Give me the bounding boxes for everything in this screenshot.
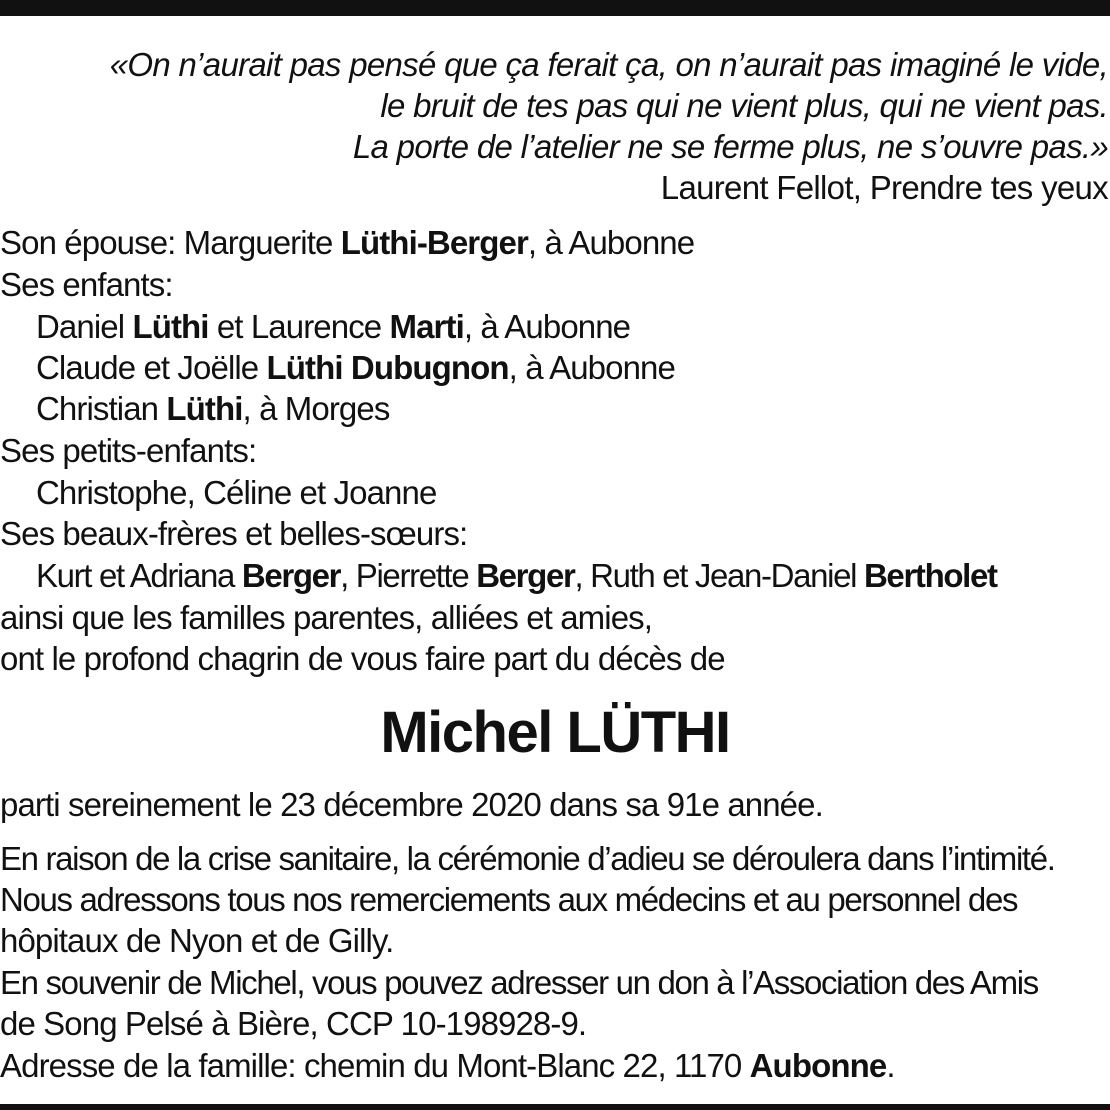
- bottom-rule: [0, 1104, 1110, 1110]
- address-end: .: [886, 1047, 895, 1084]
- inlaw-name: , Ruth et Jean-Daniel: [574, 557, 864, 594]
- donation-line: En souvenir de Michel, vous pouvez adresser un don à l’Association des Amis: [0, 964, 1038, 1001]
- thanks-line: Nous adressons tous nos remerciements aux médecins et au personnel des: [0, 881, 1018, 918]
- relatives-line: ainsi que les familles parentes, alliées et amies,: [0, 599, 653, 636]
- spouse-line: [0, 222, 694, 263]
- thanks-line: hôpitaux de Nyon et de Gilly.: [0, 922, 394, 959]
- ceremony-line: En raison de la crise sanitaire, la cérémonie d’adieu se déroulera dans l’intimité.: [0, 840, 1055, 877]
- children-heading: Ses enfants:: [0, 266, 173, 303]
- spouse-place: , à Aubonne: [527, 224, 695, 261]
- passing-line: parti sereinement le 23 décembre 2020 dans sa 91e année.: [0, 786, 823, 823]
- epigraph-quote: [110, 44, 1108, 208]
- address-city: Aubonne: [749, 1047, 887, 1084]
- child-place: , à Aubonne: [508, 349, 675, 386]
- announcement-line: ont le profond chagrin de vous faire part du décès de: [0, 640, 725, 677]
- quote-line: «On n’aurait pas pensé que ça ferait ça, on n’aurait pas imaginé le vide,: [109, 46, 1108, 83]
- inlaws-heading: Ses beaux-frères et belles-sœurs:: [0, 515, 468, 552]
- spouse-text: Son épouse: Marguerite: [0, 224, 341, 261]
- child-line: [36, 347, 675, 388]
- spouse-surname: Lüthi-Berger: [340, 224, 528, 261]
- quote-line: La porte de l’atelier ne se ferme plus, ne s’ouvre pas.»: [352, 128, 1108, 165]
- address-text: Adresse de la famille: chemin du Mont-Blanc 22, 1170: [0, 1047, 750, 1084]
- child-name: Daniel: [36, 308, 133, 345]
- family-address: [0, 1045, 895, 1086]
- child-name: Christian: [36, 390, 167, 427]
- child-text: et Laurence: [208, 308, 390, 345]
- top-rule: [0, 0, 1110, 16]
- grandchildren-line: Christophe, Céline et Joanne: [36, 474, 437, 511]
- inlaw-surname: Bertholet: [863, 557, 997, 594]
- inlaws-line: [36, 555, 997, 596]
- inlaw-surname: Berger: [476, 557, 575, 594]
- child-line: [36, 388, 389, 429]
- child-surname: Marti: [389, 308, 464, 345]
- child-place: , à Morges: [242, 390, 390, 427]
- deceased-name: Michel LÜTHI: [380, 700, 730, 765]
- quote-line: le bruit de tes pas qui ne vient plus, qui ne vient pas.: [380, 87, 1108, 124]
- inlaw-name: Kurt et Adriana: [36, 557, 242, 594]
- quote-attribution: Laurent Fellot, Prendre tes yeux: [660, 169, 1108, 206]
- child-place: , à Aubonne: [463, 308, 631, 345]
- inlaw-surname: Berger: [241, 557, 341, 594]
- child-surname: Lüthi: [166, 390, 243, 427]
- child-name: Claude et Joëlle: [36, 349, 267, 386]
- child-surname: Lüthi: [132, 308, 209, 345]
- child-line: [36, 306, 630, 347]
- donation-line: de Song Pelsé à Bière, CCP 10-198928-9.: [0, 1005, 587, 1042]
- child-surname: Lüthi Dubugnon: [266, 349, 509, 386]
- grandchildren-heading: Ses petits-enfants:: [0, 432, 257, 469]
- inlaw-name: , Pierrette: [340, 557, 477, 594]
